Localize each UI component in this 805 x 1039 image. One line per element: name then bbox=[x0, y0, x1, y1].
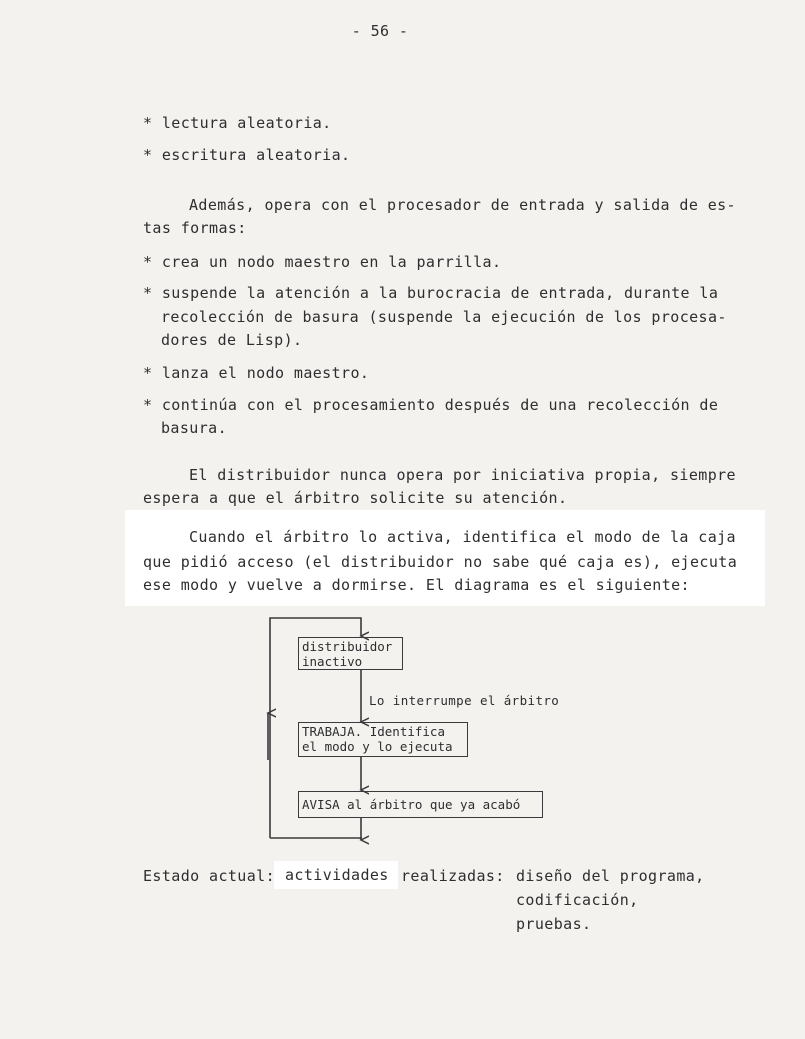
paragraph-line: ese modo y vuelve a dormirse. El diagrama es el siguiente: bbox=[143, 576, 690, 594]
arrow-label: Lo interrumpe el árbitro bbox=[369, 693, 560, 708]
bullet-line: * continúa con el procesamiento después de una recolección de bbox=[143, 396, 719, 414]
bullet-line: * lectura aleatoria. bbox=[143, 114, 332, 132]
paragraph-line: espera a que el árbitro solicite su atención. bbox=[143, 489, 568, 507]
paragraph-line: que pidió acceso (el distribuidor no sabe qué caja es), ejecuta bbox=[143, 553, 738, 571]
node-idle-line: distribuidor bbox=[302, 639, 393, 654]
node-work-line: el modo y lo ejecuta bbox=[302, 739, 453, 754]
bullet-line: recolección de basura (suspende la ejecución de los procesa- bbox=[161, 308, 727, 326]
node-idle-line: inactivo bbox=[302, 654, 363, 669]
node-work-line: TRABAJA. Identifica bbox=[302, 724, 445, 739]
status-item: diseño del programa, bbox=[516, 867, 705, 885]
status-prefix: Estado actual: bbox=[143, 867, 276, 885]
bullet-line: * crea un nodo maestro en la parrilla. bbox=[143, 253, 502, 271]
paragraph-line: El distribuidor nunca opera por iniciativa propia, siempre bbox=[189, 466, 736, 484]
node-idle bbox=[298, 637, 403, 670]
status-word: actividades bbox=[285, 866, 389, 884]
bullet-line: basura. bbox=[161, 419, 228, 437]
status-item: pruebas. bbox=[516, 915, 592, 933]
status-item: codificación, bbox=[516, 891, 639, 909]
node-work bbox=[298, 722, 468, 757]
node-notify bbox=[298, 791, 543, 818]
page-number: - 56 - bbox=[351, 22, 409, 40]
bullet-line: dores de Lisp). bbox=[161, 331, 303, 349]
bullet-line: * escritura aleatoria. bbox=[143, 146, 351, 164]
bullet-line: * suspende la atención a la burocracia de entrada, durante la bbox=[143, 284, 719, 302]
paragraph-line: Cuando el árbitro lo activa, identifica el modo de la caja bbox=[189, 528, 736, 546]
node-notify-line: AVISA al árbitro que ya acabó bbox=[302, 797, 521, 812]
bullet-line: * lanza el nodo maestro. bbox=[143, 364, 370, 382]
paragraph-line: tas formas: bbox=[143, 219, 247, 237]
status-label: realizadas: bbox=[401, 867, 505, 885]
paragraph-line: Además, opera con el procesador de entrada y salida de es- bbox=[189, 196, 736, 214]
